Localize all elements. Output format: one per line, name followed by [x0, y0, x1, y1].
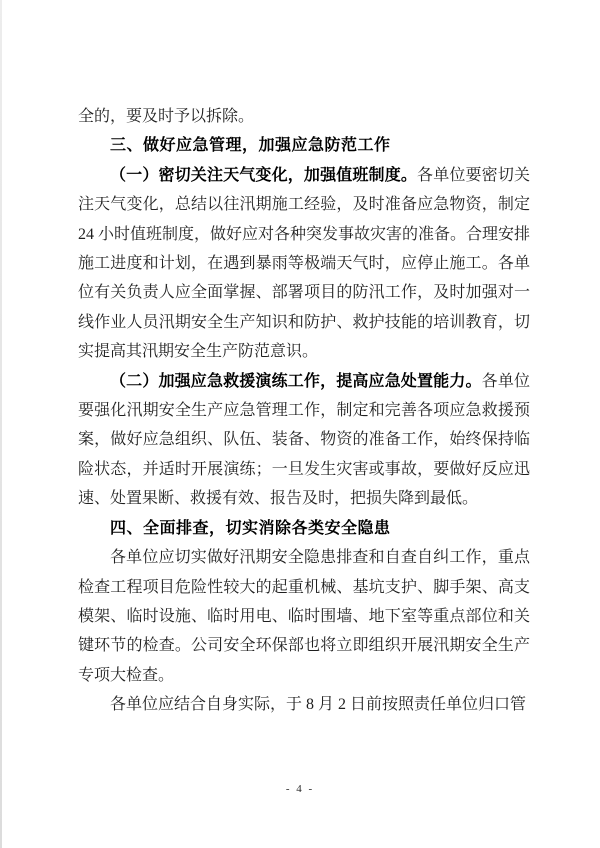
paragraph [78, 102, 530, 131]
body-text: 全的，要及时予以拆除。 [78, 108, 255, 125]
section-heading: 三、做好应急管理，加强应急防范工作 [110, 137, 391, 155]
document-body [78, 102, 530, 720]
page-number: - 4 - [285, 783, 315, 795]
body-text: 各单位应结合自身实际，于 8 月 2 日前按照责任单位归口管 [110, 696, 527, 714]
body-text: 各单位要密切关注天气变化，总结以往汛期施工经验，及时准备应急物资，制定 24 小时值班制度，做好应对各种突发事故灾害的准备。合理安排施工进度和计划，在遇到暴雨等极端天气时，应停止施工。各单位有关负责人应全面掌握、部署项目的防汛工作，及时加强对一线作业人员汛期安全生产知识和防护、救护技能的培训教育，切实提高其汛期安全生产防范意识。 [78, 166, 531, 361]
subsection-lead: （二）加强应急救援演练工作，提高应急处置能力。 [110, 372, 482, 390]
section-heading: 四、全面排查，切实消除各类安全隐患 [110, 519, 391, 537]
paragraph [78, 543, 530, 690]
paragraph [78, 690, 530, 719]
paragraph [78, 161, 530, 367]
body-text: 各单位应切实做好汛期安全隐患排查和自查自纠工作，重点检查工程项目危险性较大的起重机械、基坑支护、脚手架、高支模架、临时设施、临时用电、临时围墙、地下室等重点部位和关键环节的检查。公司安全环保部也将立即组织开展汛期安全生产专项大检查。 [78, 549, 530, 684]
paragraph [78, 514, 530, 543]
paragraph [78, 131, 530, 160]
scan-edge [0, 0, 2, 848]
subsection-lead: （一）密切关注天气变化，加强值班制度。 [110, 166, 418, 184]
paragraph [78, 367, 530, 514]
body-text: 各单位要强化汛期安全生产应急管理工作，制定和完善各项应急救援预案，做好应急组织、队伍、装备、物资的准备工作，始终保持临险状态，并适时开展演练；一旦发生灾害或事故，要做好反应迅速、处置果断、救援有效、报告及时，把损失降到最低。 [78, 372, 530, 508]
